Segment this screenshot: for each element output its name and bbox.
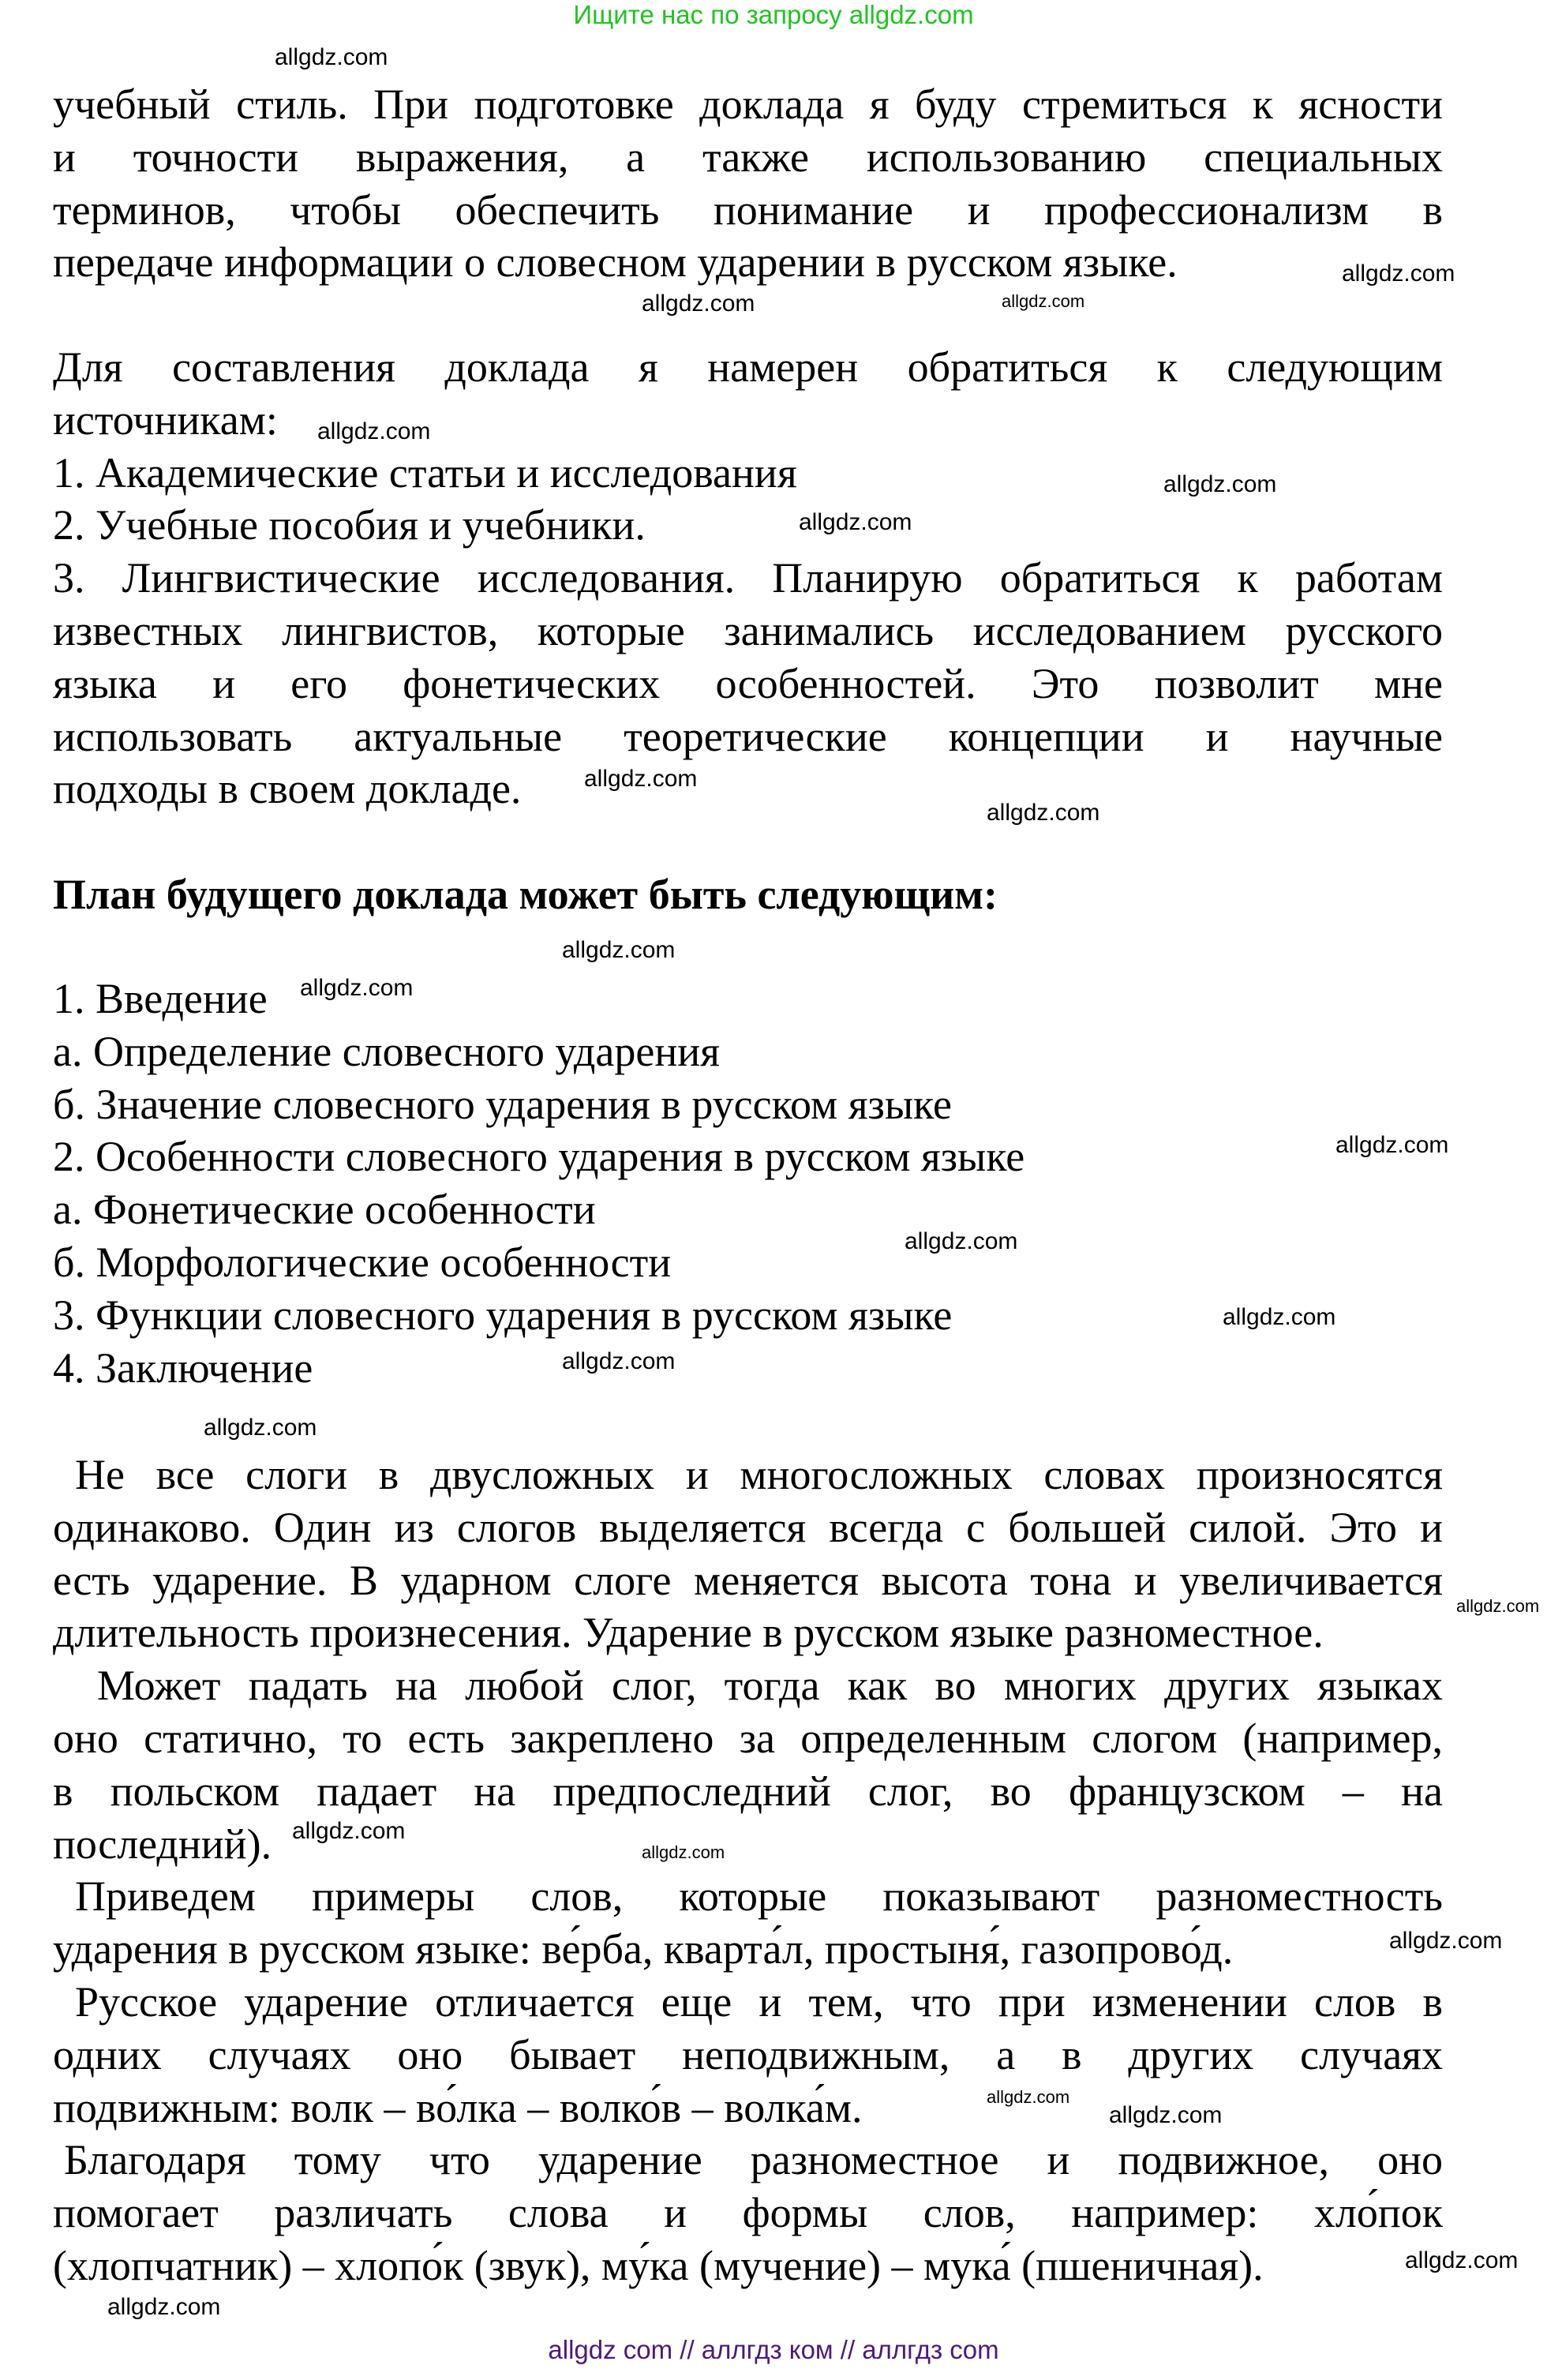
watermark: allgdz.com [642,1842,725,1862]
body-text-line: ударения в русском языке: ве́рба, кварта́л, простыня́, газопрово́д. [53,1925,1234,1973]
watermark: allgdz.com [107,2294,221,2320]
watermark: allgdz.com [562,937,676,963]
watermark: allgdz.com [562,1348,676,1374]
watermark: allgdz.com [1002,291,1085,311]
sources-text-line: Для составления доклада я намерен обратиться к следующим [53,343,1443,391]
watermark: allgdz.com [1456,1596,1540,1616]
plan-text-line: 3. Функции словесного ударения в русском языке [53,1291,953,1339]
sources-text-line: 3. Лингвистические исследования. Планирую обратиться к работам [53,554,1443,602]
watermark: allgdz.com [1223,1304,1336,1330]
body-text-line: Благодаря тому что ударение разноместное и подвижное, оно [64,2136,1443,2184]
sources-text-line: подходы в своем докладе. [53,765,522,813]
body-text-line: длительность произнесения. Ударение в русском языке разноместное. [53,1609,1324,1657]
body-text-line: есть ударение. В ударном слоге меняется высота тона и увеличивается [53,1556,1443,1604]
sources-text-line: известных лингвистов, которые занимались исследованием русского [53,607,1443,654]
body-text-line: оно статично, то есть закреплено за определенным слогом (например, [53,1715,1443,1762]
plan-text-line: а. Фонетические особенности [53,1186,596,1234]
body-text-line: Может падать на любой слог, тогда как во многих других языках [97,1662,1443,1710]
watermark: allgdz.com [987,800,1100,826]
intro-text-line: учебный стиль. При подготовке доклада я буду стремиться к ясности [53,81,1443,128]
sources-text-line: использовать актуальные теоретические концепции и научные [53,712,1443,760]
watermark: allgdz.com [987,2087,1070,2107]
watermark: allgdz.com [300,975,414,1001]
body-text-line: подвижным: волк – во́лка – волко́в – волка́м. [53,2083,863,2131]
body-text-line: Приведем примеры слов, которые показывают разноместность [75,1872,1443,1921]
sources-text-line: языка и его фонетических особенностей. Это позволит мне [53,659,1443,707]
body-text-line: помогает различать слова и формы слов, например: хло́пок [53,2189,1443,2237]
watermark: allgdz.com [1405,2247,1519,2273]
body-text-line: Не все слоги в двусложных и многосложных словах произносятся [75,1451,1443,1498]
watermark: allgdz.com [1342,260,1455,287]
sources-text-line: 1. Академические статьи и исследования [53,448,797,497]
sources-text-line: источникам: [53,395,278,444]
watermark: allgdz.com [1389,1928,1503,1954]
watermark: allgdz.com [1109,2102,1223,2128]
plan-text-line: 1. Введение [53,975,268,1022]
watermark: allgdz.com [292,1818,406,1844]
watermark: allgdz.com [275,44,388,70]
watermark: allgdz.com [642,290,755,317]
watermark: allgdz.com [204,1415,317,1441]
body-text-line: Русское ударение отличается еще и тем, что при изменении слов в [75,1978,1443,2026]
search-promo-banner[interactable]: Ищите нас по запросу allgdz.com [573,0,974,29]
plan-text-line: 4. Заключение [53,1344,313,1392]
intro-text-line: терминов, чтобы обеспечить понимание и профессионализм в [53,186,1443,234]
watermark: allgdz.com [905,1228,1018,1254]
plan-text-line: а. Определение словесного ударения [53,1027,720,1075]
plan-text-line: 2. Особенности словесного ударения в русском языке [53,1133,1025,1181]
body-text-line: одних случаях оно бывает неподвижным, а в других случаях [53,2030,1443,2078]
body-text-line: в польском падает на предпоследний слог, во французском – на [53,1767,1443,1815]
plan-text-line: б. Морфологические особенности [53,1239,672,1286]
intro-text-line: передаче информации о словесном ударении в русском языке. [53,238,1178,287]
plan-text-line: б. Значение словесного ударения в русском языке [53,1080,953,1128]
body-text-line: одинаково. Один из слогов выделяется всегда с большей силой. Это и [53,1503,1443,1551]
site-footer-links[interactable]: allgdz com // аллгдз ком // аллгдз com [548,2335,999,2364]
watermark: allgdz.com [1335,1132,1449,1158]
intro-text-line: и точности выражения, а также использованию специальных [53,133,1443,181]
body-text-line: (хлопчатник) – хлопо́к (звук), му́ка (мучение) – мука́ (пшеничная). [53,2242,1264,2289]
watermark: allgdz.com [317,418,431,444]
section-heading: План будущего доклада может быть следующим: [53,871,998,918]
watermark: allgdz.com [799,509,912,535]
watermark: allgdz.com [1163,471,1277,497]
watermark: allgdz.com [584,766,698,792]
sources-text-line: 2. Учебные пособия и учебники. [53,501,646,549]
body-text-line: последний). [53,1820,272,1868]
